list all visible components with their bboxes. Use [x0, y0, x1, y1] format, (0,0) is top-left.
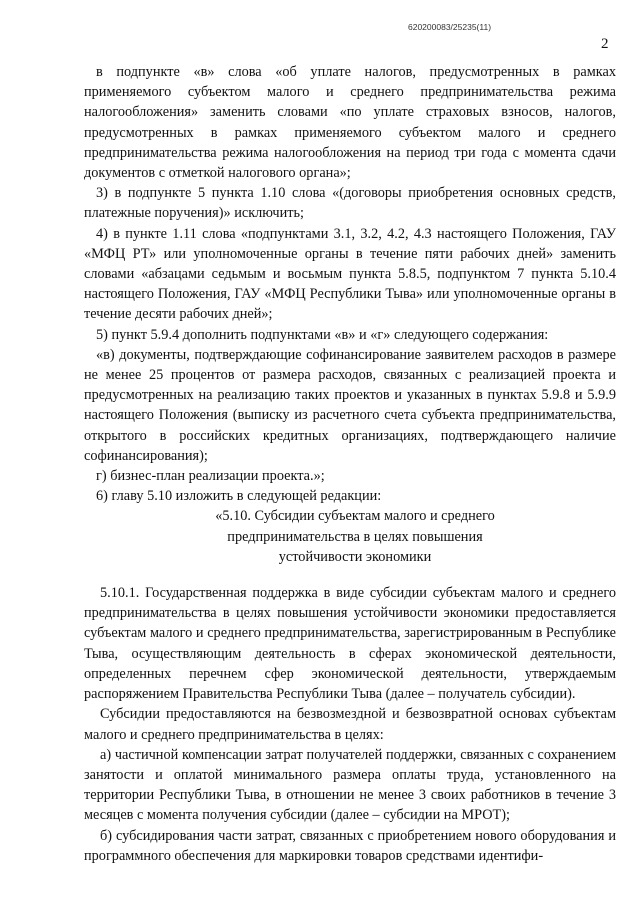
- section-heading-line: предпринимательства в целях повышения: [227, 528, 483, 545]
- paragraph: в подпункте «в» слова «об уплате налогов, предусмотренных в рамках применяемого субъектом малого и среднего предпринимательства режима налогообложения» заменить словами «по уплате страховых взносов, налогов, предусмотренных в рамках применяемого субъектом малого и среднего предпринимательства режима налогообложения на период три года с момента сдачи документов с отметкой налогового органа»;: [84, 64, 616, 182]
- section-heading-line: «5.10. Субсидии субъектам малого и среднего: [215, 508, 495, 525]
- spacer: [84, 567, 616, 583]
- paragraph: г) бизнес-план реализации проекта.»;: [96, 468, 325, 485]
- paragraph: б) субсидирования части затрат, связанных с приобретением нового оборудования и программного обеспечения для маркировки товаров средствами идентифи-: [84, 827, 616, 864]
- paragraph: а) частичной компенсации затрат получателей поддержки, связанных с сохранением занятости и оплатой минимального размера оплаты труда, установленного на территории Республики Тыва, в отношении не менее 3 своих работников в течение 3 месяцев с момента получения субсидии (далее – субсидии на МРОТ);: [84, 746, 616, 824]
- paragraph: 4) в пункте 1.11 слова «подпунктами 3.1, 3.2, 4.2, 4.3 настоящего Положения, ГАУ «МФЦ РТ» или уполномоченные органы в течение пяти рабочих дней» заменить словами «абзацами седьмым и восьмым пункта 5.8.5, подпунктом 7 пункта 5.10.4 настоящего Положения, ГАУ «МФЦ Республики Тыва» или уполномоченные органы в течение десяти рабочих дней»;: [84, 225, 616, 323]
- document-id: 620200083/25235(11): [408, 22, 492, 32]
- paragraph: 6) главу 5.10 изложить в следующей редакции:: [96, 488, 382, 505]
- paragraph: «в) документы, подтверждающие софинансирование заявителем расходов в размере не менее 25 процентов от размера расходов, связанных с реализацией проекта и предусмотренных на реализацию таких проектов и указанных в пунктах 5.9.8 и 5.9.9 настоящего Положения (выписку из расчетного счета субъекта предпринимательства, открытого в российских кредитных организациях, подтверждающего наличие софинансирования);: [84, 346, 616, 464]
- paragraph: 5) пункт 5.9.4 дополнить подпунктами «в» и «г» следующего содержания:: [96, 326, 549, 343]
- paragraph: 5.10.1. Государственная поддержка в виде субсидии субъектам малого и среднего предпринимательства в целях повышения устойчивости экономики предоставляется субъектам малого и среднего предпринимательства, зарегистрированным в Республике Тыва, осуществляющим деятельность в сферах экономической деятельности, определенных перечнем сфер экономической деятельности, утверждаемым распоряжением Правительства Республики Тыва (далее – получатель субсидии).: [84, 585, 616, 703]
- section-heading-line: устойчивости экономики: [278, 548, 432, 565]
- page-number: 2: [601, 36, 609, 52]
- paragraph: Субсидии предоставляются на безвозмездной и безвозвратной основах субъектам малого и среднего предпринимательства в целях:: [84, 706, 616, 743]
- document-body: [84, 62, 616, 866]
- paragraph: 3) в подпункте 5 пункта 1.10 слова «(договоры приобретения основных средств, платежные поручения)» исключить;: [84, 185, 616, 222]
